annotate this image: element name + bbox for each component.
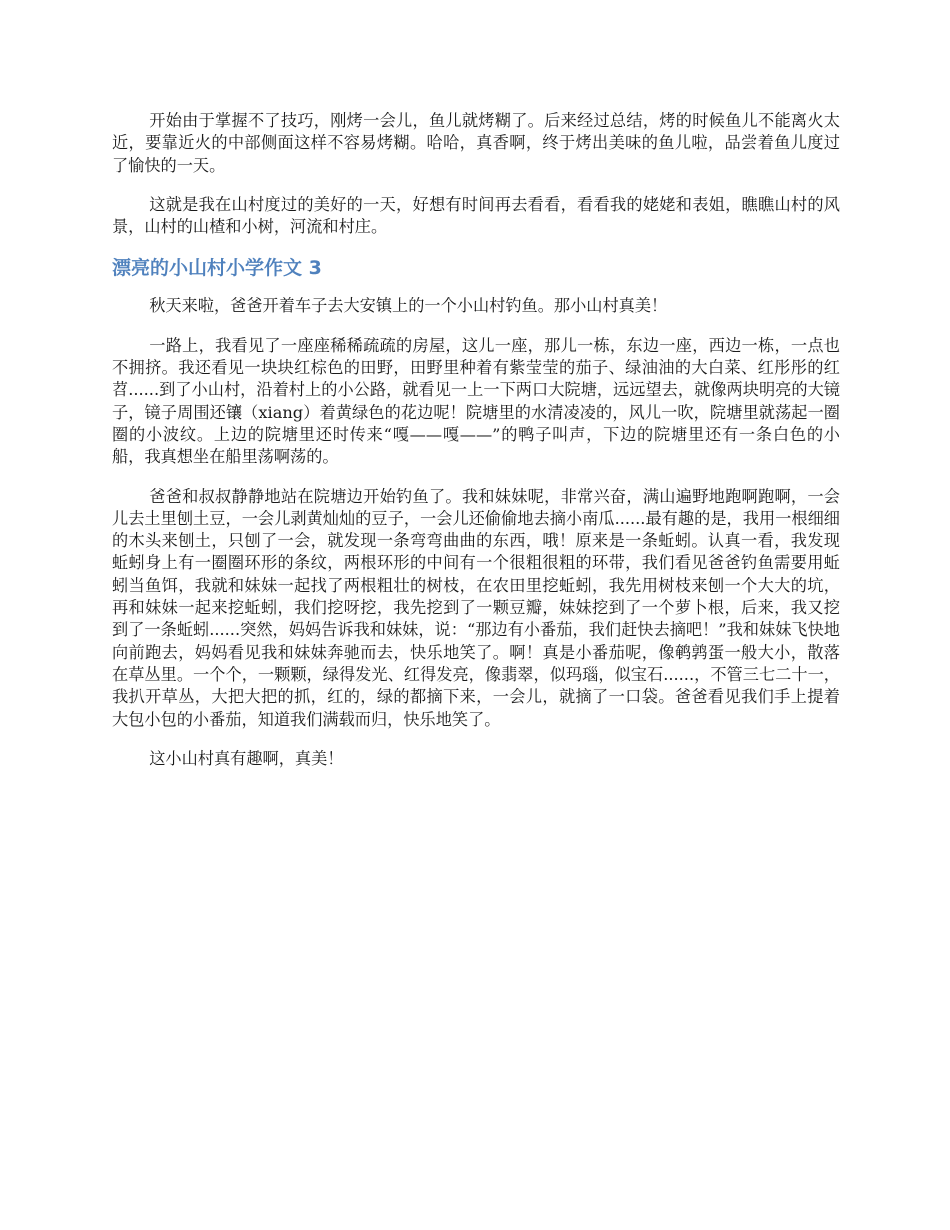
essay-heading: 漂亮的小山村小学作文 3: [112, 257, 322, 280]
paragraph-on-the-way: 一路上，我看见了一座座稀稀疏疏的房屋，这儿一座，那儿一栋，东边一座，西边一栋，一点也不拥挤。我还看见一块块红棕色的田野，田野里种着有紫莹莹的茄子、绿油油的大白菜、红彤彤的红苕......到了小山村，沿着村上的小公路，就看见一上一下两口大院塘，远远望去，就像两块明亮的大镜子，镜子周围还镶（xiang）着黄绿色的花边呢！院塘里的水清凌凌的，风儿一吹，院塘里就荡起一圈圈的小波纹。上边的院塘里还时传来“嘎——嘎——”的鸭子叫声，下边的院塘里还有一条白色的小船，我真想坐在船里荡啊荡的。: [112, 335, 840, 467]
paragraph-conclusion: 这小山村真有趣啊，真美！: [149, 748, 344, 768]
paragraph-fishing-digging: 爸爸和叔叔静静地站在院塘边开始钓鱼了。我和妹妹呢，非常兴奋，满山遍野地跑啊跑啊，一会儿去土里刨土豆，一会儿剥黄灿灿的豆子，一会儿还偷偷地去摘小南瓜......最有趣的是，我用一根细细的木头来刨土，只刨了一会，就发现一条弯弯曲曲的东西，哦！原来是一条蚯蚓。认真一看，我发现蚯蚓身上有一圈圈环形的条纹，两根环形的中间有一个很粗很粗的环带，我们看见爸爸钓鱼需要用蚯蚓当鱼饵，我就和妹妹一起找了两根粗壮的树枝，在农田里挖蚯蚓，我先用树枝来刨一个大大的坑，再和妹妹一起来挖蚯蚓，我们挖呀挖，我先挖到了一颗豆瓣，妹妹挖到了一个萝卜根，后来，我又挖到了一条蚯蚓......突然，妈妈告诉我和妹妹，说：“那边有小番茄，我们赶快去摘吧！”我和妹妹飞快地向前跑去，妈妈看见我和妹妹奔驰而去，快乐地笑了。啊！真是小番茄呢，像鹌鹑蛋一般大小，散落在草丛里。一个个，一颗颗，绿得发光、红得发亮，像翡翠，似玛瑙，似宝石......，不管三七二十一，我扒开草丛，大把大把的抓，红的，绿的都摘下来，一会儿，就摘了一口袋。爸爸看见我们手上提着大包小包的小番茄，知道我们满载而归，快乐地笑了。: [112, 486, 840, 729]
paragraph-good-day: 这就是我在山村度过的美好的一天，好想有时间再去看看，看看我的姥姥和表姐，瞧瞧山村的风景，山村的山楂和小树，河流和村庄。: [112, 194, 840, 237]
document-page: [112, 110, 840, 787]
paragraph-roasting-fish: 开始由于掌握不了技巧，刚烤一会儿，鱼儿就烤糊了。后来经过总结，烤的时候鱼儿不能离火太近，要靠近火的中部侧面这样不容易烤糊。哈哈，真香啊，终于烤出美味的鱼儿啦，品尝着鱼儿度过了愉快的一天。: [112, 111, 840, 175]
paragraph-autumn: 秋天来啦，爸爸开着车子去大安镇上的一个小山村钓鱼。那小山村真美！: [149, 296, 668, 316]
